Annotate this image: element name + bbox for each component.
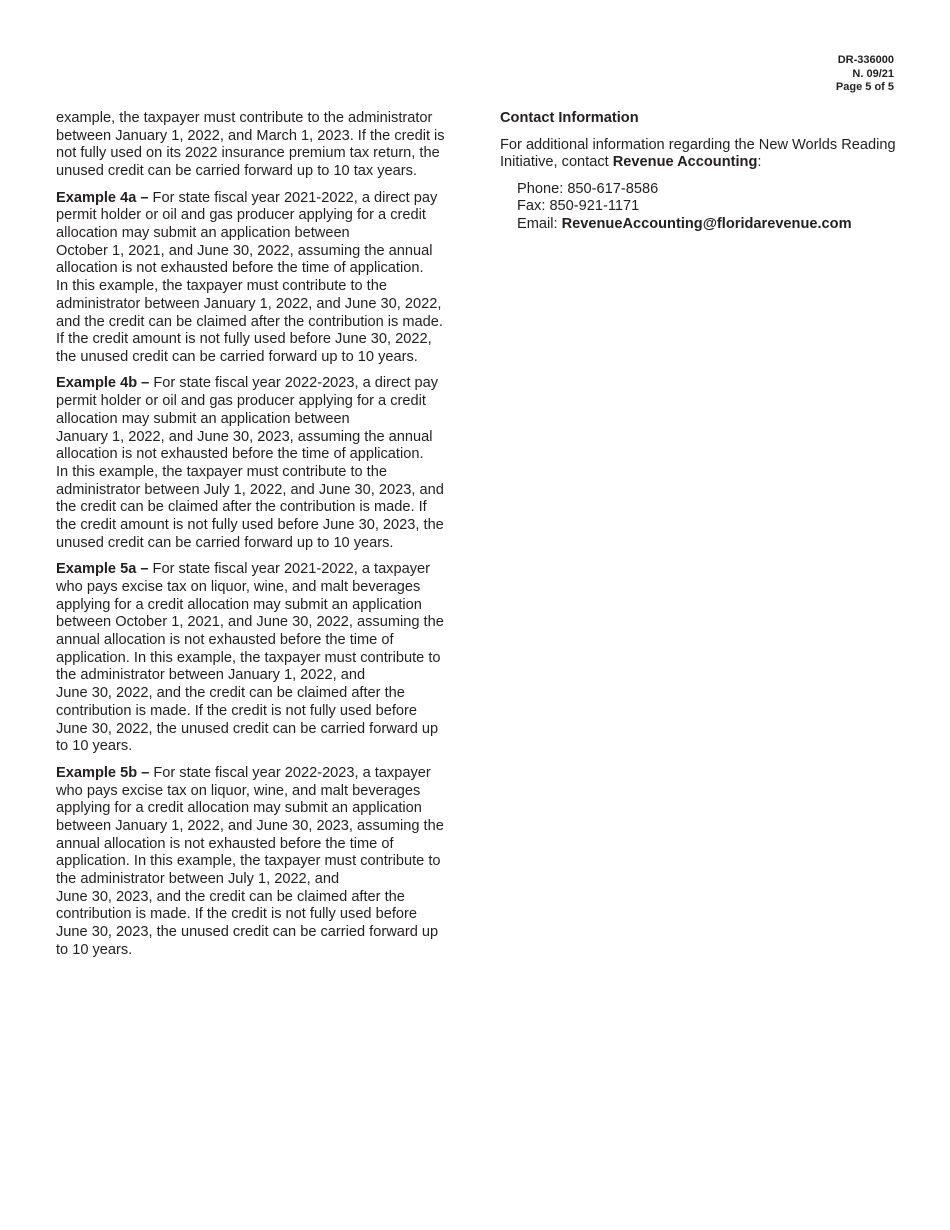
form-revision: N. 09/21 [852,67,894,80]
example-5b-text-1: For state fiscal year 2022-2023, a taxpayer who pays excise tax on liquor, wine, and malt beverages applying for a credit allocation may submit an application between January 1, 2022, and June 30, 2023, assuming the annual allocation is not exhausted before the time of application. In this example, the taxpayer must contribute to the administrator between July 1, 2022, and [56,764,444,888]
example-5b-label: Example 5b – [56,764,150,781]
form-identifier [836,54,894,95]
example-5b [56,765,448,960]
contact-section [500,110,900,234]
example-5b-text-2: June 30, 2023, and the credit can be claimed after the contribution is made. If the credit is not fully used before June 30, 2023, the unused credit can be carried forward up to 10 years. [56,888,439,958]
form-number: DR-336000 [837,54,894,66]
example-4b [56,375,448,552]
left-column [56,110,448,968]
contact-list [500,181,900,234]
fax-label: Fax: [517,198,550,215]
contact-colon: : [757,154,762,171]
example-5a [56,561,448,756]
example-5a-text-2: June 30, 2022, and the credit can be claimed after the contribution is made. If the credit is not fully used before June 30, 2022, the unused credit can be carried forward up to 10 years. [56,685,439,755]
example-4b-text-2: January 1, 2022, and June 30, 2023, assuming the annual allocation is not exhausted before the time of application. [56,428,433,463]
intro-paragraph: example, the taxpayer must contribute to the administrator between January 1, 2022, and March 1, 2023. If the credit is not fully used on its 2022 insurance premium tax return, the unused credit can be carried forward up to 10 tax years. [56,110,445,180]
phone-label: Phone: [517,180,568,197]
email-label: Email: [517,216,562,233]
example-4b-label: Example 4b – [56,375,150,392]
email-link[interactable]: RevenueAccounting@floridarevenue.com [561,216,852,233]
example-4a [56,190,448,367]
example-4a-text-1: For state fiscal year 2021-2022, a direct pay permit holder or oil and gas producer applying for a credit allocation may submit an application between [56,189,438,242]
contact-title: Contact Information [500,110,639,126]
contact-fax [517,198,900,216]
contact-intro [500,137,900,172]
contact-email [517,216,900,234]
contact-intro-text: For additional information regarding the New Worlds Reading Initiative, contact [500,136,896,171]
contact-phone [517,181,900,199]
example-4b-text-3: In this example, the taxpayer must contribute to the administrator between July 1, 2022, and June 30, 2023, and the credit can be claimed after the contribution is made. If the credit amount is not fully used before June 30, 2023, the unused credit can be carried forward up to 10 years. [56,463,444,551]
example-4a-text-3: In this example, the taxpayer must contribute to the administrator between January 1, 2022, and June 30, 2022, and the credit can be claimed after the contribution is made. If the credit amount is not fully used before June 30, 2022, the unused credit can be carried forward up to 10 years. [56,278,443,365]
example-4a-text-2: October 1, 2021, and June 30, 2022, assuming the annual allocation is not exhausted before the time of application. [56,242,433,277]
page-number: Page 5 of 5 [835,81,894,93]
example-5a-text-1: For state fiscal year 2021-2022, a taxpayer who pays excise tax on liquor, wine, and malt beverages applying for a credit allocation may submit an application between October 1, 2021, and June 30, 2022, assuming the annual allocation is not exhausted before the time of application. In this example, the taxpayer must contribute to the administrator between January 1, 2022, and [56,561,444,684]
contact-org: Revenue Accounting [612,154,758,171]
fax-value: 850-921-1171 [549,198,640,215]
example-5a-label: Example 5a – [56,561,149,578]
example-4b-text-1: For state fiscal year 2022-2023, a direct pay permit holder or oil and gas producer applying for a credit allocation may submit an application between [56,375,439,427]
example-4a-label: Example 4a – [56,189,149,206]
phone-value: 850-617-8586 [567,180,659,197]
